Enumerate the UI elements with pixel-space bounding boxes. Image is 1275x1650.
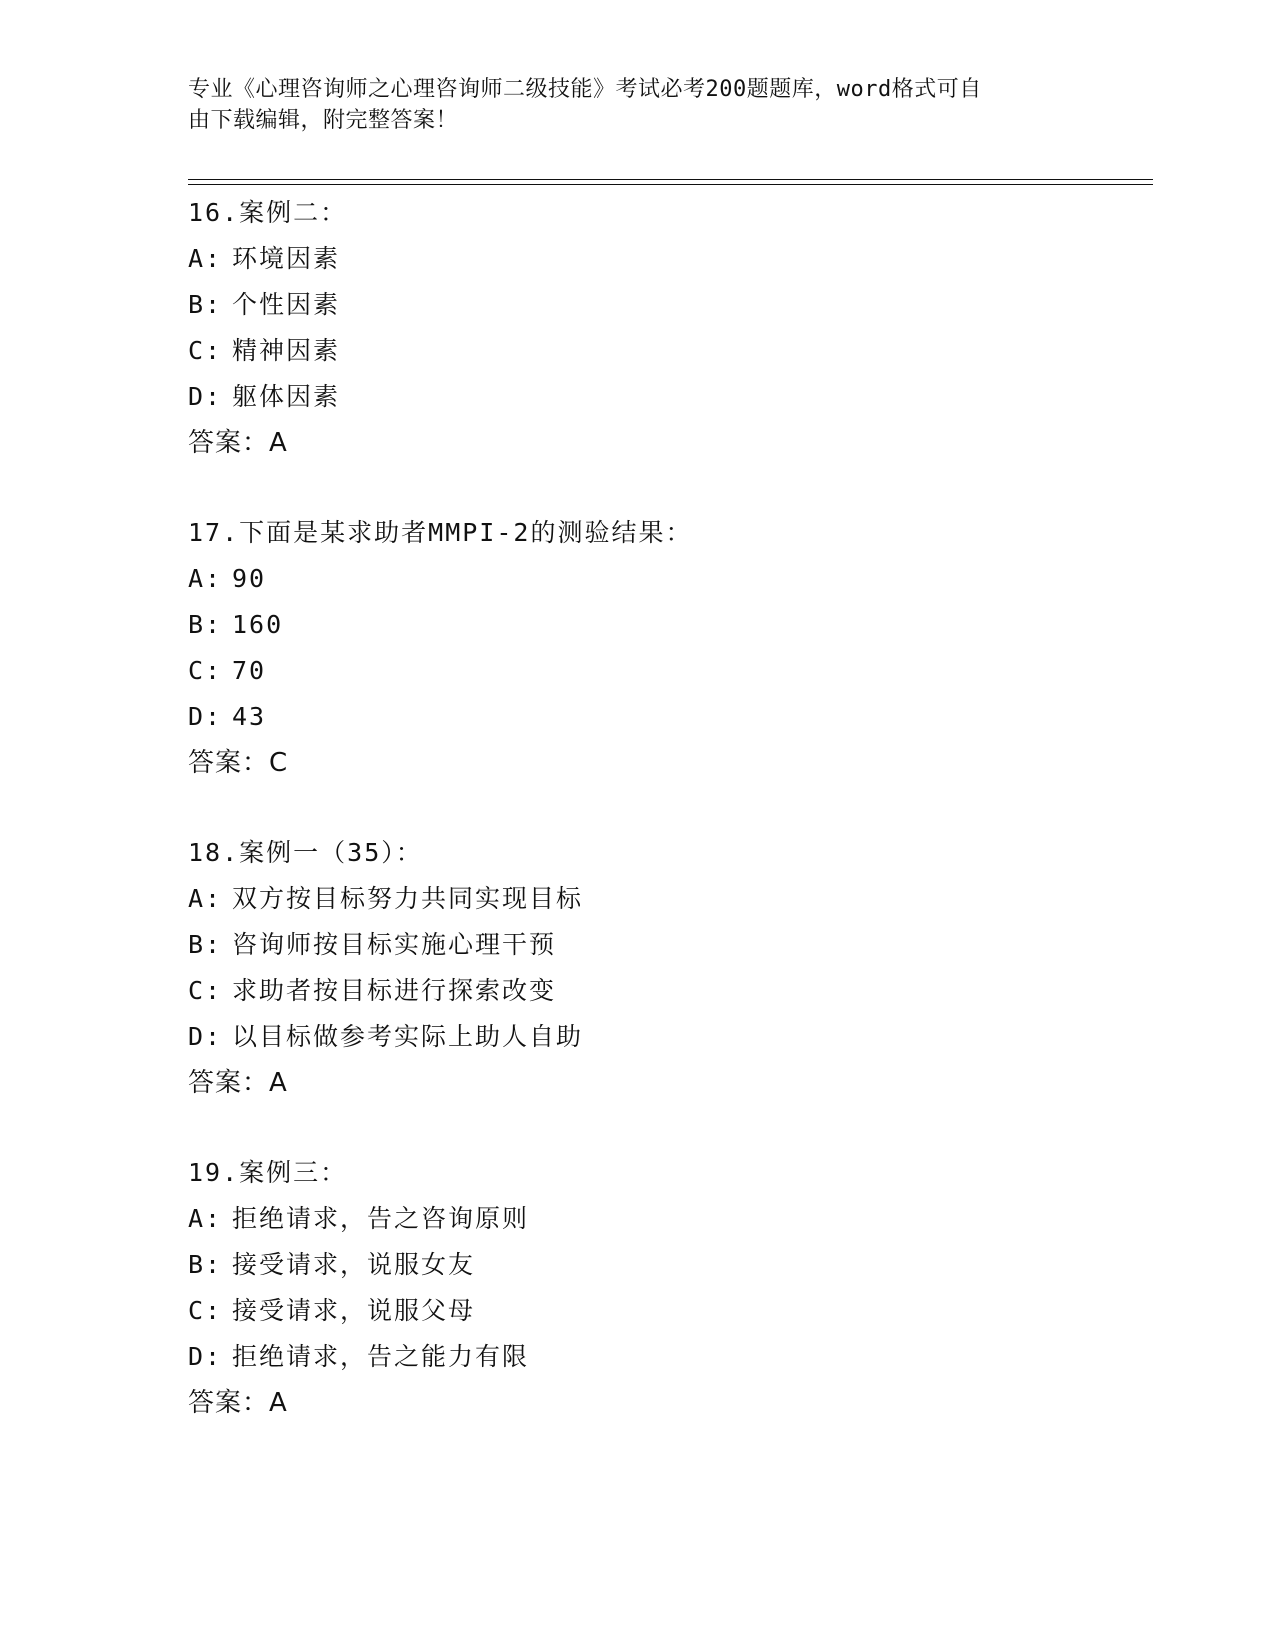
option-label: D:	[188, 382, 223, 411]
option-text: 90	[232, 564, 267, 593]
option-text: 求助者按目标进行探索改变	[232, 976, 557, 1005]
question-17	[188, 510, 1148, 786]
option-text: 个性因素	[232, 290, 341, 319]
header-rule-bottom	[188, 184, 1153, 185]
question-gap	[188, 786, 1148, 830]
question-list	[188, 190, 1148, 1426]
question-16	[188, 190, 1148, 466]
option-label: A:	[188, 884, 223, 913]
option-label: A:	[188, 564, 223, 593]
header-rule-top	[188, 179, 1153, 180]
option-label: C:	[188, 336, 223, 365]
option-text: 躯体因素	[232, 382, 341, 411]
answer-line: 答案：A	[188, 1068, 288, 1098]
question-gap	[188, 1106, 1148, 1150]
header-line-2: 由下载编辑，附完整答案！	[188, 108, 459, 133]
option-text: 160	[232, 610, 284, 639]
option-c	[188, 648, 1148, 694]
option-a	[188, 556, 1148, 602]
question-title: 16.案例二：	[188, 198, 348, 227]
option-text: 接受请求，说服父母	[232, 1296, 476, 1325]
option-label: B:	[188, 1250, 223, 1279]
option-label: D:	[188, 1022, 223, 1051]
option-a	[188, 236, 1148, 282]
option-text: 拒绝请求，告之能力有限	[232, 1342, 530, 1371]
option-label: B:	[188, 610, 223, 639]
question-18	[188, 830, 1148, 1106]
option-c	[188, 328, 1148, 374]
option-d	[188, 374, 1148, 420]
option-label: C:	[188, 976, 223, 1005]
option-d	[188, 1014, 1148, 1060]
option-text: 咨询师按目标实施心理干预	[232, 930, 557, 959]
question-title: 18.案例一（35）：	[188, 838, 423, 867]
option-label: D:	[188, 702, 223, 731]
answer-line: 答案：A	[188, 1388, 288, 1418]
option-b	[188, 282, 1148, 328]
option-a	[188, 1196, 1148, 1242]
option-text: 双方按目标努力共同实现目标	[232, 884, 584, 913]
option-text: 接受请求，说服女友	[232, 1250, 476, 1279]
option-label: A:	[188, 1204, 223, 1233]
option-d	[188, 694, 1148, 740]
question-gap	[188, 466, 1148, 510]
option-text: 精神因素	[232, 336, 341, 365]
answer-line: 答案：A	[188, 428, 288, 458]
document-header	[188, 74, 1068, 136]
option-text: 以目标做参考实际上助人自助	[232, 1022, 584, 1051]
answer-line: 答案：C	[188, 748, 289, 778]
option-text: 环境因素	[232, 244, 341, 273]
header-line-1: 专业《心理咨询师之心理咨询师二级技能》考试必考200题题库，word格式可自	[188, 77, 982, 102]
option-a	[188, 876, 1148, 922]
question-19	[188, 1150, 1148, 1426]
option-label: B:	[188, 930, 223, 959]
option-c	[188, 1288, 1148, 1334]
option-text: 43	[232, 702, 267, 731]
option-d	[188, 1334, 1148, 1380]
option-b	[188, 602, 1148, 648]
option-label: C:	[188, 1296, 223, 1325]
option-label: C:	[188, 656, 223, 685]
question-title: 19.案例三：	[188, 1158, 348, 1187]
option-c	[188, 968, 1148, 1014]
option-b	[188, 1242, 1148, 1288]
option-label: D:	[188, 1342, 223, 1371]
option-text: 70	[232, 656, 267, 685]
option-b	[188, 922, 1148, 968]
option-label: B:	[188, 290, 223, 319]
option-text: 拒绝请求，告之咨询原则	[232, 1204, 530, 1233]
option-label: A:	[188, 244, 223, 273]
question-title: 17.下面是某求助者MMPI-2的测验结果：	[188, 518, 693, 547]
